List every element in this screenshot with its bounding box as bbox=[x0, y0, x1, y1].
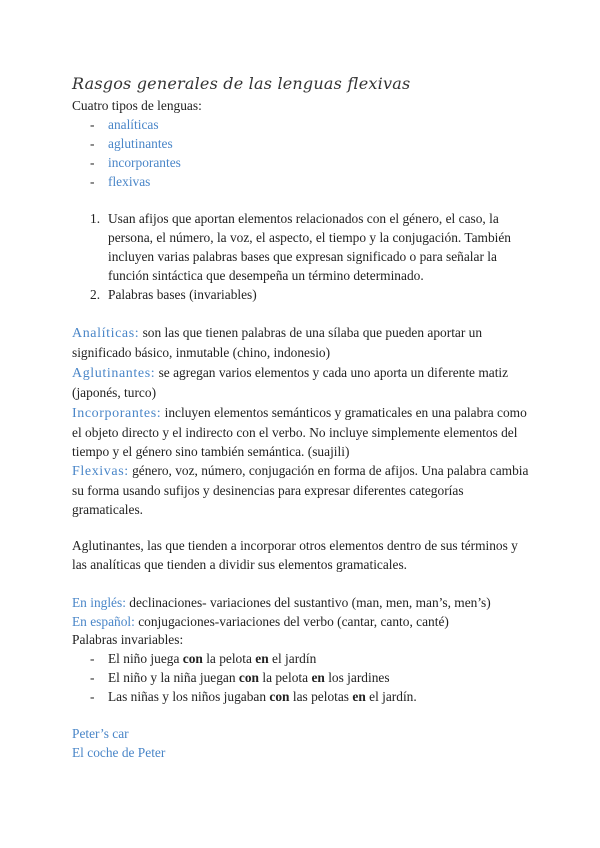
definition-text: género, voz, número, conjugación en forma de afijos. Una palabra cambia su forma usando sufijos y desinencias para expresar diferentes categorías gramaticales. bbox=[72, 463, 529, 517]
example-text bbox=[108, 649, 316, 668]
list-item-text: analíticas bbox=[108, 117, 159, 132]
ingles-text: declinaciones- variaciones del sustantivo (man, men, man’s, men’s) bbox=[125, 595, 491, 610]
definition-text: incluyen elementos semánticos y gramaticales en una palabra como el objeto directo y el indirecto con el verbo. No incluye simplemente elementos del tiempo y el género sino también semántica. (suajili) bbox=[72, 405, 527, 459]
dash-marker: - bbox=[90, 174, 95, 189]
example-part: Las niñas y los niños jugaban bbox=[108, 689, 270, 704]
ingles-label: En inglés: bbox=[72, 595, 126, 610]
example-part: la pelota bbox=[259, 670, 312, 685]
example-part: el jardín. bbox=[365, 689, 417, 704]
dash-marker: - bbox=[90, 155, 95, 170]
example-part: el jardín bbox=[268, 651, 317, 666]
example-part: El niño y la niña juegan bbox=[108, 670, 239, 685]
invariables-label: Palabras invariables: bbox=[72, 632, 184, 647]
dash-marker: - bbox=[90, 651, 95, 666]
intro-line: Cuatro tipos de lenguas: bbox=[72, 98, 202, 113]
example-part: la pelota bbox=[202, 651, 256, 666]
definition-label: Flexivas: bbox=[72, 464, 129, 479]
definition-incorporantes bbox=[72, 403, 532, 461]
definition-label: Analíticas: bbox=[72, 326, 140, 341]
espanol-text: conjugaciones-variaciones del verbo (cantar, canto, canté) bbox=[134, 614, 449, 629]
ingles-line bbox=[72, 593, 491, 612]
summary-paragraph: Aglutinantes, las que tienden a incorporar otros elementos dentro de sus términos y las analíticas que tienden a dividir sus elementos gramaticales. bbox=[72, 538, 518, 572]
definition-analiticas bbox=[72, 323, 532, 362]
definition-aglutinantes bbox=[72, 363, 532, 402]
example-text bbox=[108, 668, 390, 687]
item-text: Palabras bases (invariables) bbox=[108, 287, 257, 302]
list-item-text: flexivas bbox=[108, 174, 151, 189]
dash-marker: - bbox=[90, 136, 95, 151]
peter-spanish: El coche de Peter bbox=[72, 745, 166, 760]
dash-marker: - bbox=[90, 689, 95, 704]
item-number: 1. bbox=[90, 211, 101, 226]
example-bold: con bbox=[182, 651, 203, 666]
peter-english: Peter’s car bbox=[72, 726, 129, 741]
definition-text: se agregan varios elementos y cada uno aporta un diferente matiz (japonés, turco) bbox=[72, 365, 509, 400]
espanol-line bbox=[72, 612, 449, 631]
example-bold: con bbox=[238, 670, 259, 685]
list-item-text: aglutinantes bbox=[108, 136, 173, 151]
example-text bbox=[108, 687, 417, 706]
item-text: Usan afijos que aportan elementos relacionados con el género, el caso, la persona, el número, la voz, el aspecto, el tiempo y la conjugación. También incluyen varias palabras bases que expresan significado o para señalar la función sintáctica que desempeña un término determinado. bbox=[108, 211, 512, 283]
espanol-label: En español: bbox=[72, 614, 135, 629]
dash-marker: - bbox=[90, 117, 95, 132]
page-title: Rasgos generales de las lenguas flexivas bbox=[72, 74, 411, 93]
definition-flexivas bbox=[72, 461, 532, 519]
definition-label: Incorporantes: bbox=[72, 406, 162, 421]
example-bold: en bbox=[311, 670, 325, 685]
definition-label: Aglutinantes: bbox=[72, 366, 156, 381]
definition-text: son las que tienen palabras de una sílaba que pueden aportar un significado básico, inmutable (chino, indonesio) bbox=[72, 325, 483, 360]
example-part: El niño juega bbox=[108, 651, 183, 666]
example-bold: en bbox=[352, 689, 366, 704]
item-number: 2. bbox=[90, 287, 101, 302]
example-part: los jardines bbox=[324, 670, 390, 685]
dash-marker: - bbox=[90, 670, 95, 685]
list-item-text: incorporantes bbox=[108, 155, 181, 170]
example-part: las pelotas bbox=[289, 689, 353, 704]
example-bold: con bbox=[269, 689, 290, 704]
example-bold: en bbox=[255, 651, 269, 666]
